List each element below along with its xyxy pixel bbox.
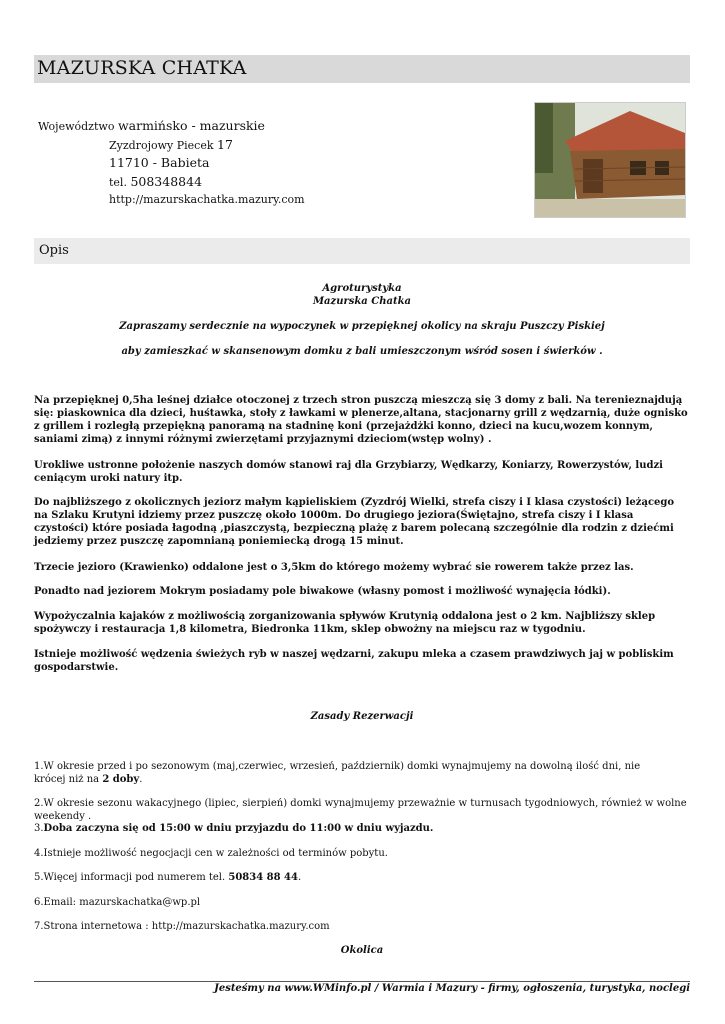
rule-6-email[interactable]: 6.Email: mazurskachatka@wp.pl: [34, 897, 201, 908]
intro-line-1: Agroturystyka: [322, 283, 402, 294]
rule-1-text: krócej niż na: [34, 774, 103, 785]
rule-1-end: .: [139, 774, 143, 785]
paragraph-1: Na przepięknej 0,5ha leśnej działce otoczonej z trzech stron puszczą mieszczą się 3 domy z bali. Na terenieznajdują się: piaskownica dla dzieci, huśtawka, stoły z ławkami w plenerze,altana, stacjonarny grill z wędzarnią, duże ognisko z grillem i rozległą przepiękną panoramą na stadninę koni (przejażdżki konno, dzieci na kucu,wozem konnym, saniami zimą) z innymi różnymi zwierzętami przyjaznymi dzieciom(wstęp wolny) .: [34, 395, 688, 445]
rule-7-website[interactable]: 7.Strona internetowa : http://mazurskachatka.mazury.com: [34, 921, 330, 932]
street-number: 17: [217, 137, 233, 152]
rule-1-line-1: 1.W okresie przed i po sezonowym (maj,czerwiec, wrzesień, październik) domki wynajmujemy na dowolną ilość dni, nie: [34, 761, 641, 772]
rule-4: 4.Istnieje możliwość negocjacji cen w zależności od terminów pobytu.: [34, 848, 388, 859]
address-postal: [109, 155, 209, 170]
address-street: [109, 137, 233, 152]
rules-title: Zasady Rezerwacji: [310, 711, 414, 722]
street-prefix: Zyzdrojowy Piecek: [109, 139, 217, 152]
rule-3: [34, 822, 433, 835]
rule-5-text: 5.Więcej informacji pod numerem tel.: [34, 872, 229, 883]
intro-line-4: aby zamieszkać w skansenowym domku z bali umieszczonym wśród sosen i świerków .: [121, 346, 603, 357]
phone-prefix: tel.: [109, 176, 131, 189]
rule-3-bold: Doba zaczyna się od 15:00 w dniu przyjazdu do 11:00 w dniu wyjazdu.: [43, 823, 434, 834]
address-region: [38, 118, 265, 133]
region-prefix: Województwo: [38, 120, 118, 133]
paragraph-3: Do najbliższego z okolicznych jeziorz małym kąpieliskiem (Zyzdrój Wielki, strefa ciszy i I klasa czystości) leżącego na Szlaku Krutyni idziemy przez puszczę około 1000m. Do drugiego jeziora(Świętajno, strefa ciszy i I klasa czystości) które posiada łagodną ,piaszczystą, bezpieczną plażę z barem polecaną szczególnie dla rodzin z dziećmi jedziemy przez puszczę zapomnianą poniemiecką drogą 15 minut.: [34, 497, 675, 547]
postal-code: 11710 - Babieta: [109, 155, 210, 170]
page-title: MAZURSKA CHATKA: [37, 57, 247, 79]
region-name: warmińsko - mazurskie: [117, 118, 265, 133]
section-opis: [34, 238, 690, 264]
rule-5-end: .: [297, 872, 302, 883]
rule-2: 2.W okresie sezonu wakacyjnego (lipiec, sierpień) domki wynajmujemy przeważnie w turnusach tygodniowych, również w wolne weekendy .: [34, 798, 687, 822]
website-link[interactable]: http://mazurskachatka.mazury.com: [109, 193, 305, 206]
footer-divider: [34, 981, 690, 982]
paragraph-7: Istnieje możliwość wędzenia świeżych ryb w naszej wędzarni, zakupu mleka a czasem prawdziwych jaj w pobliskim gospodarstwie.: [34, 649, 674, 673]
address-phone: [109, 174, 202, 189]
phone-number: 508348844: [130, 174, 203, 189]
rule-5: [34, 871, 301, 884]
paragraph-4: Trzecie jezioro (Krawienko) oddalone jest o 3,5km do którego możemy wybrać sie rowerem także przez las.: [34, 562, 634, 573]
paragraph-5: Ponadto nad jeziorem Mokrym posiadamy pole biwakowe (własny pomost i możliwość wynajęcia łódki).: [34, 586, 611, 597]
intro-line-3: Zapraszamy serdecznie na wypoczynek w przepięknej okolicy na skraju Puszczy Piskiej: [119, 321, 605, 332]
rule-5-bold: 50834 88 44: [228, 872, 298, 883]
rule-1-line-2: [34, 773, 142, 786]
title-bar: [34, 55, 690, 83]
paragraph-2: Urokliwe ustronne położenie naszych domów stanowi raj dla Grzybiarzy, Wędkarzy, Koniarzy, Rowerzystów, ludzi ceniącym uroki natury itp.: [34, 460, 663, 484]
cabin-photo: [534, 102, 686, 218]
footer-text[interactable]: Jesteśmy na www.WMinfo.pl / Warmia i Mazury - firmy, ogłoszenia, turystyka, noclegi: [214, 983, 690, 994]
section-opis-label: Opis: [39, 243, 69, 258]
paragraph-6: Wypożyczalnia kajaków z możliwością zorganizowania spływów Krutynią oddalona jest o 2 km. Najbliższy sklep spożywczy i restauracja 1,8 kilometra, Biedronka 11km, sklep obwożny na miejscu raz w tygodniu.: [34, 611, 656, 635]
okolica-heading: Okolica: [340, 945, 384, 956]
rule-3-num: 3.: [34, 823, 44, 834]
rule-1-bold: 2 doby: [102, 774, 140, 785]
cabin-photo-icon: [535, 103, 685, 217]
intro-line-2: Mazurska Chatka: [312, 296, 412, 307]
